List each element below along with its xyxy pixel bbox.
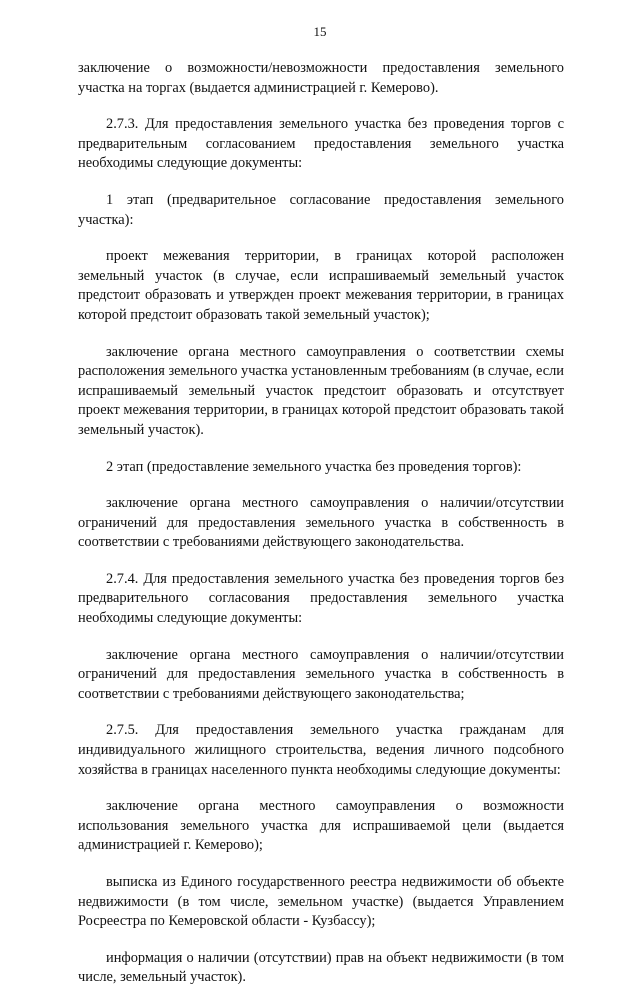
paragraph-3: 1 этап (предварительное согласование предоставления земельного участка): [78,191,564,228]
page-content [78,59,564,1005]
paragraph-6: 2 этап (предоставление земельного участка без проведения торгов): [106,458,522,475]
paragraph-10: 2.7.5. Для предоставления земельного участка гражданам для индивидуального жилищного строительства, ведения личного подсобного хозяйства в границах населенного пункта необходимы следующие документы: [78,722,564,778]
paragraph-2: 2.7.3. Для предоставления земельного участка без проведения торгов с предварительным согласованием предоставления земельного участка необходимы следующие документы: [78,116,564,172]
paragraph-12: выписка из Единого государственного реестра недвижимости об объекте недвижимости (в том числе, земельном участке) (выдается Управлением Росреестра по Кемеровской области - Кузбассу); [78,874,564,930]
paragraph-5: заключение органа местного самоуправления о соответствии схемы расположения земельного участка установленным требованиям (в случае, если испрашиваемый земельный участок предстоит образовать и отсутствует проект межевания территории, в границах которой предстоит образовать такой земельный участок). [78,343,564,438]
paragraph-13: информация о наличии (отсутствии) прав на объект недвижимости (в том числе, земельный участок). [78,949,564,986]
paragraph-9: заключение органа местного самоуправления о наличии/отсутствии ограничений для предоставления земельного участка в собственность в соответствии с требованиями действующего законодательства; [78,646,564,702]
paragraph-11: заключение органа местного самоуправления о возможности использования земельного участка для испрашиваемой цели (выдается администрацией г. Кемерово); [78,798,564,854]
paragraph-7: заключение органа местного самоуправления о наличии/отсутствии ограничений для предоставления земельного участка в собственность в соответствии с требованиями действующего законодательства. [78,495,564,551]
paragraph-1: заключение о возможности/невозможности предоставления земельного участка на торгах (выдается администрацией г. Кемерово). [78,60,564,96]
paragraph-4: проект межевания территории, в границах которой расположен земельный участок (в случае, если испрашиваемый земельный участок предстоит образовать и утвержден проект межевания территории, в границах которой предстоит образовать такой земельный участок); [78,248,564,323]
paragraph-8: 2.7.4. Для предоставления земельного участка без проведения торгов без предварительного согласования предоставления земельного участка необходимы следующие документы: [78,570,564,627]
page-number: 15 [313,24,327,39]
